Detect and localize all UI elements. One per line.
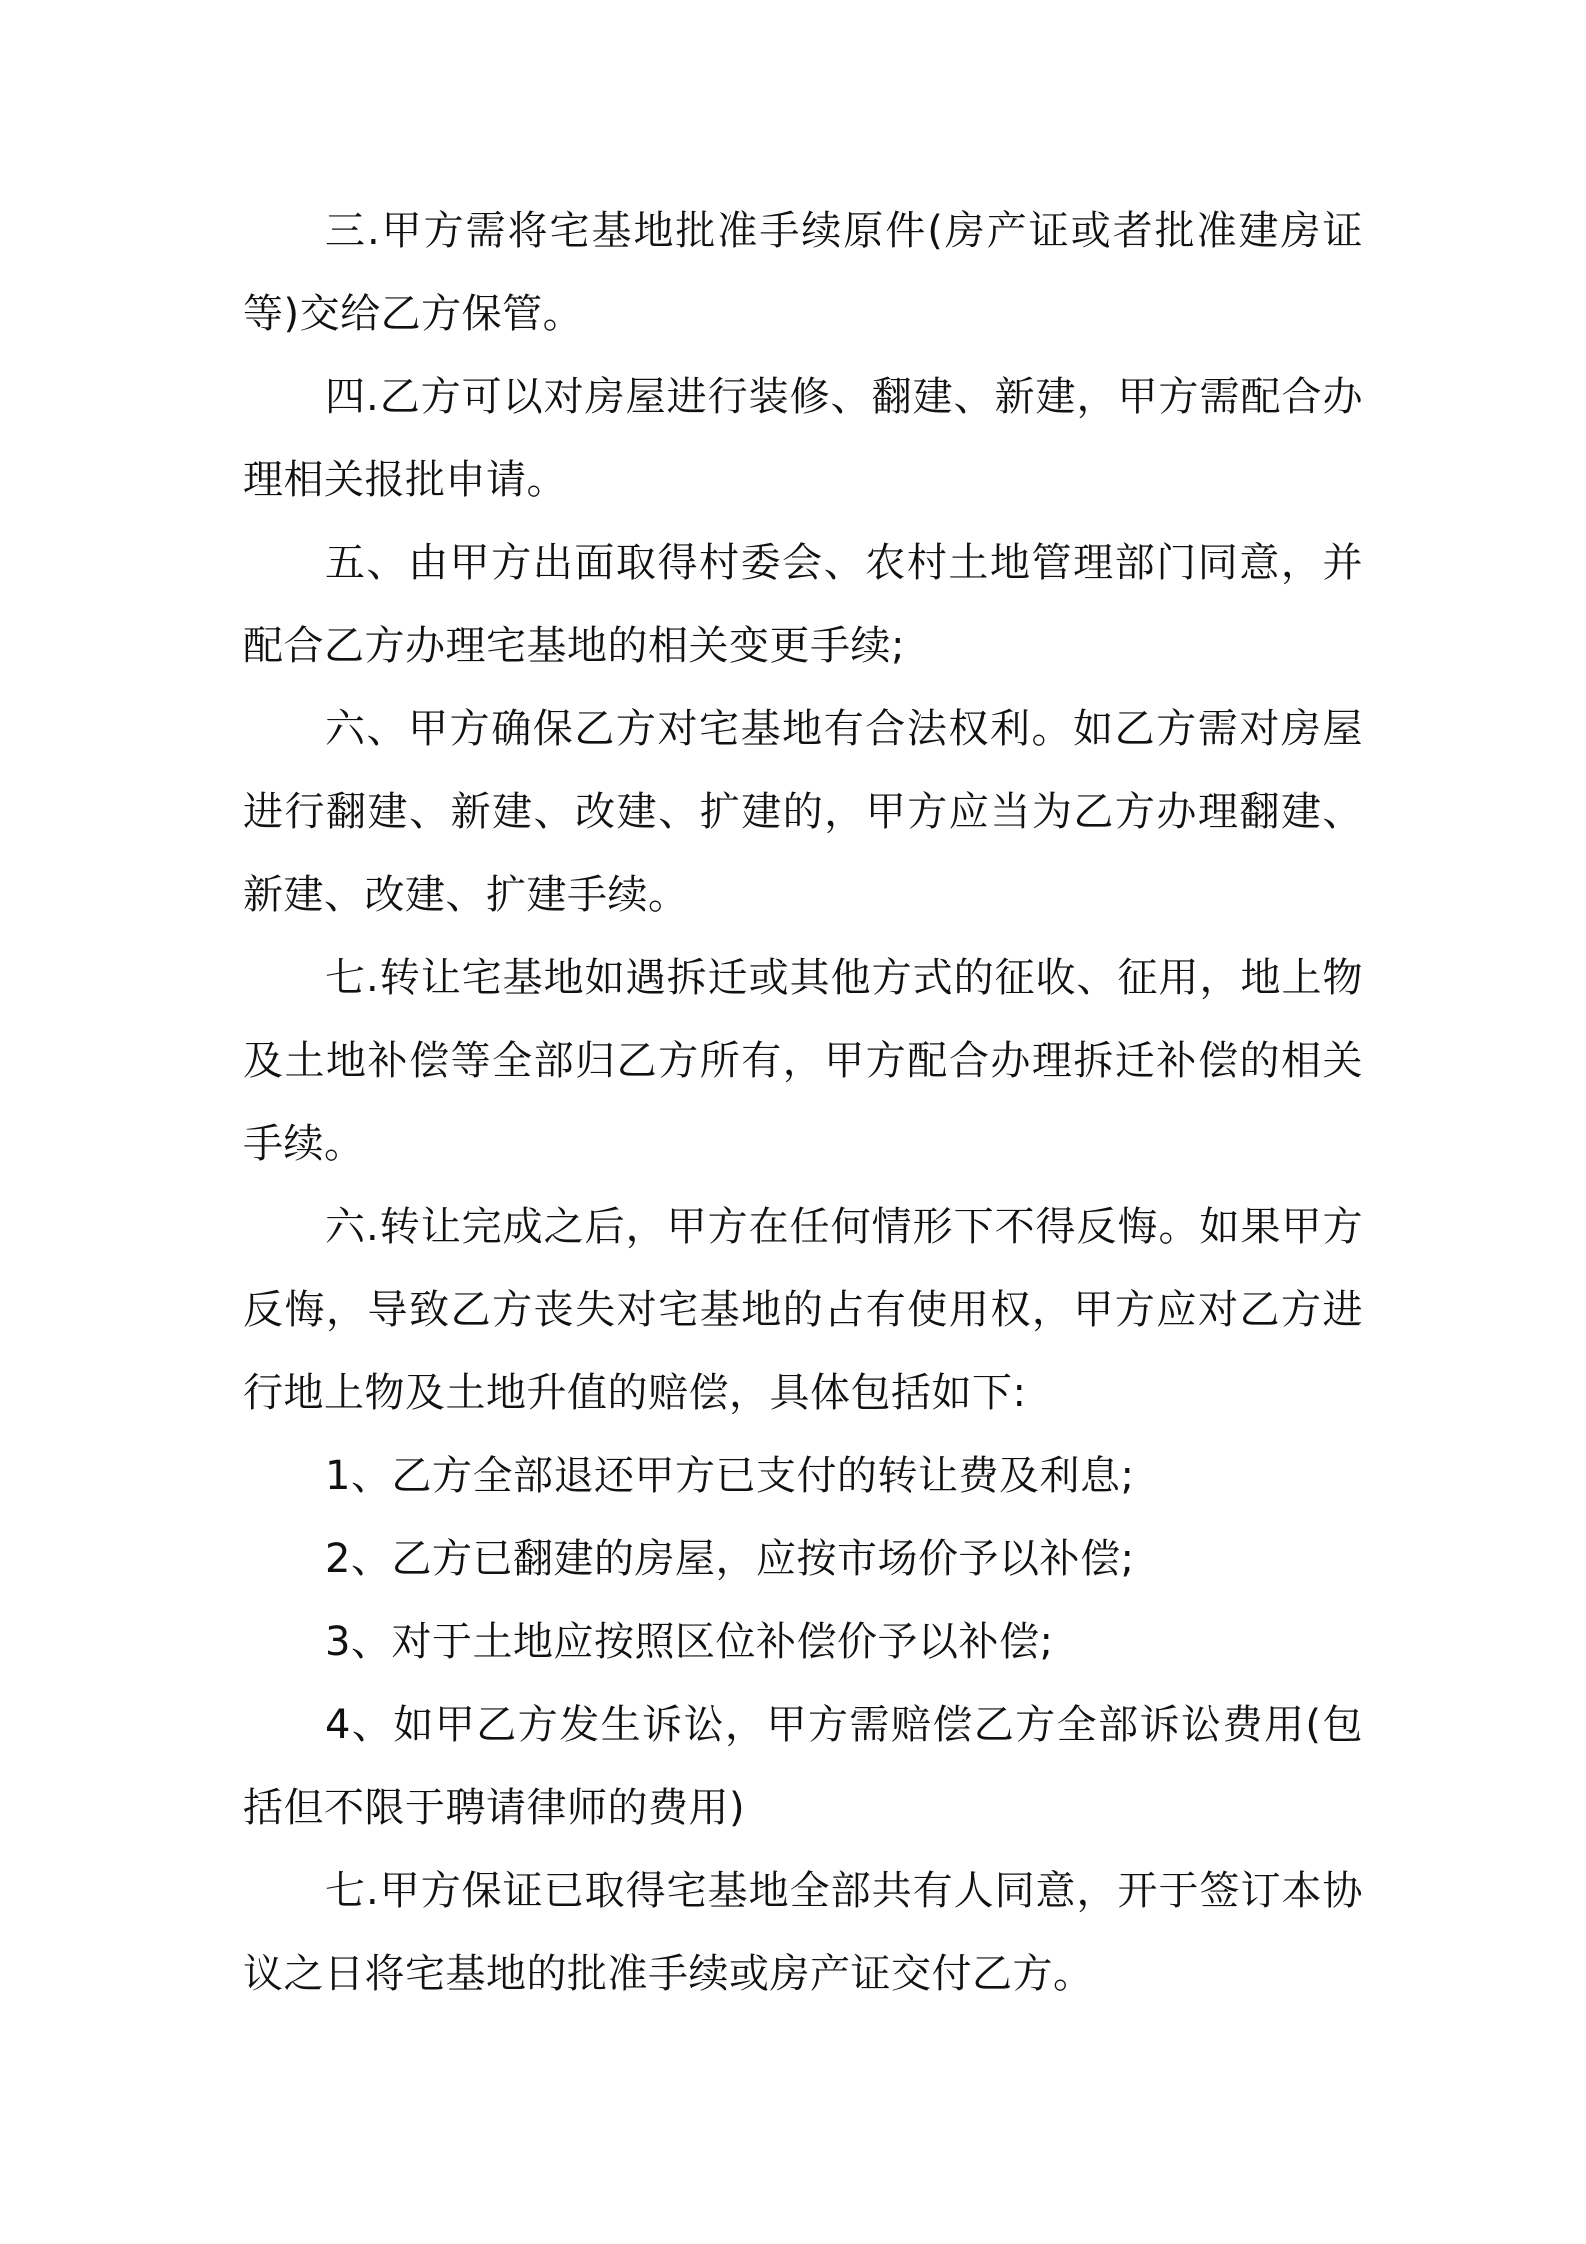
compensation-item-3: 3、对于土地应按照区位补偿价予以补偿;: [325, 1619, 1054, 1665]
clause-six-b: 六.转让完成之后，甲方在任何情形下不得反悔。如果甲方反悔，导致乙方丧失对宅基地的占有使用权，甲方应对乙方进行地上物及土地升值的赔偿，具体包括如下:: [243, 1204, 1363, 1416]
clause-seven-b: 七.甲方保证已取得宅基地全部共有人同意，开于签订本协议之日将宅基地的批准手续或房产证交付乙方。: [243, 1868, 1363, 1997]
compensation-item-4: 4、如甲乙方发生诉讼，甲方需赔偿乙方全部诉讼费用(包括但不限于聘请律师的费用): [243, 1702, 1363, 1831]
clause-three: 三.甲方需将宅基地批准手续原件(房产证或者批准建房证等)交给乙方保管。: [243, 208, 1363, 337]
document-page: [243, 190, 1363, 2016]
clause-six: 六、甲方确保乙方对宅基地有合法权利。如乙方需对房屋进行翻建、新建、改建、扩建的，甲方应当为乙方办理翻建、新建、改建、扩建手续。: [243, 706, 1363, 918]
clause-seven: 七.转让宅基地如遇拆迁或其他方式的征收、征用，地上物及土地补偿等全部归乙方所有，甲方配合办理拆迁补偿的相关手续。: [243, 955, 1363, 1167]
clause-five: 五、由甲方出面取得村委会、农村土地管理部门同意，并配合乙方办理宅基地的相关变更手续;: [243, 540, 1363, 669]
compensation-item-1: 1、乙方全部退还甲方已支付的转让费及利息;: [325, 1453, 1135, 1499]
compensation-item-2: 2、乙方已翻建的房屋，应按市场价予以补偿;: [325, 1536, 1135, 1582]
clause-four: 四.乙方可以对房屋进行装修、翻建、新建，甲方需配合办理相关报批申请。: [243, 374, 1363, 503]
